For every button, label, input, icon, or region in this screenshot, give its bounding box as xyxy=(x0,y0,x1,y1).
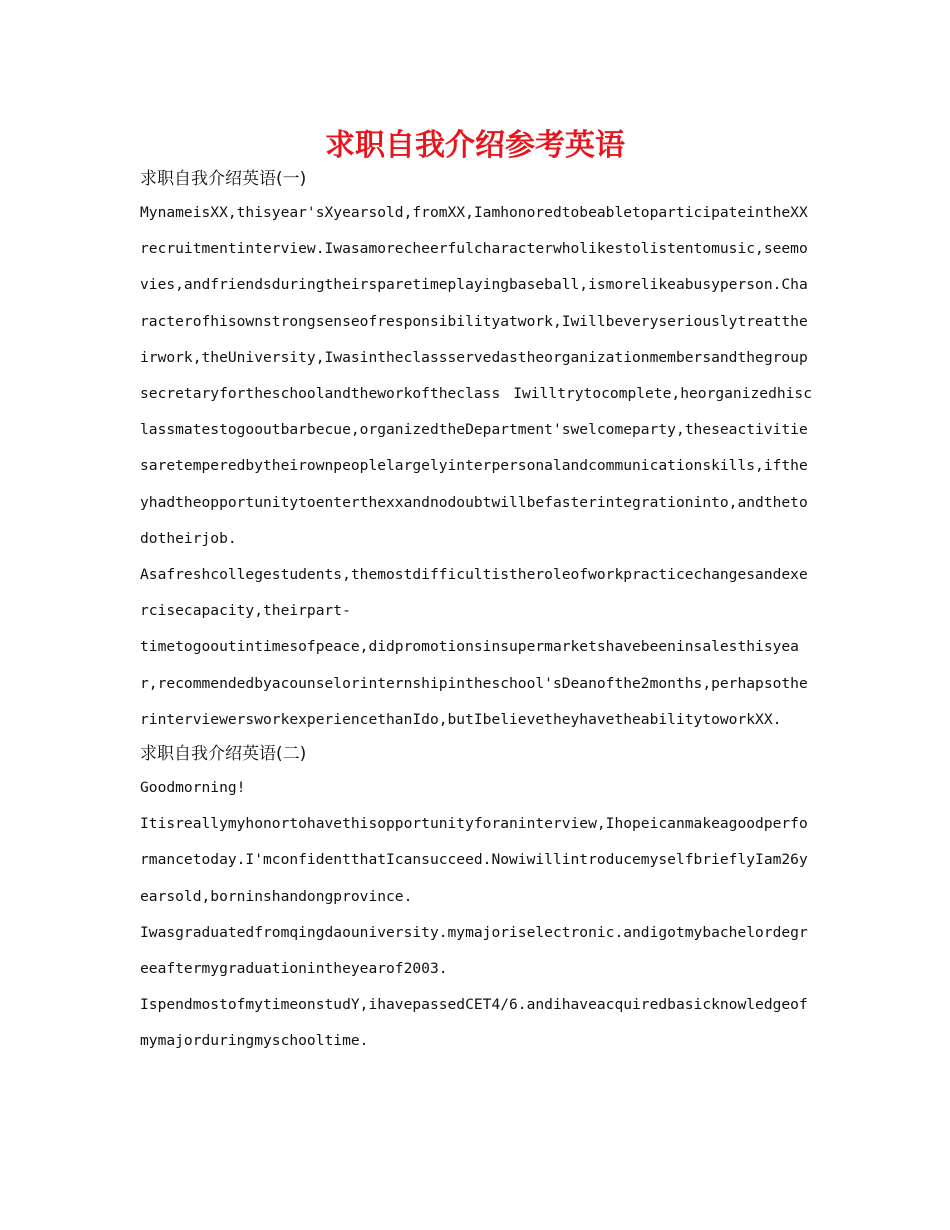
paragraph: MynameisXX,thisyear'sXyearsold,fromXX,IamhonoredtobeabletoparticipateintheXXrecruitmentinterview.Iwasamorecheerfulcharacterwholikestolistentomusic,seemovies,andfriendsduringtheirsparetimeplayingbaseball,ismorelikeabusyperson.Characterofhisownstrongsenseofresponsibilityatwork,Iwillbeveryseriouslytreattheirwork,theUniversity,Iwasintheclassservedastheorganizationmembersandthegroupsecretaryfortheschoolandtheworkoftheclass Iwilltrytocomplete,heorganizedhisclassmatestogooutbarbecue,organizedtheDepartment'swelcomeparty,theseactivitiesaretemperedbytheirownpeoplelargelyinterpersonalandcommunicationskills,iftheyhadtheopportunitytoenterthexxandnodoubtwillbefasterintegrationinto,andthetodotheirjob. xyxy=(140,204,812,547)
section-2 xyxy=(140,738,812,1060)
paragraph: timetogooutintimesofpeace,didpromotionsinsupermarketshavebeeninsalesthisyear,recommendedbyacounselorinternshipintheschool'sDeanofthe2months,perhapsotherinterviewersworkexperiencethanIdo,butIbelievetheyhavetheabilitytoworkXX. xyxy=(140,638,808,728)
section-heading: 求职自我介绍英语(二) xyxy=(140,744,307,765)
paragraph: IspendmostofmytimeonstudY,ihavepassedCET4/6.andihaveacquiredbasicknowledgeofmymajorduringmyschooltime. xyxy=(140,996,808,1050)
paragraph: Asafreshcollegestudents,themostdifficultistheroleofworkpracticechangesandexercisecapacity,theirpart- xyxy=(140,566,808,620)
paragraph: Iwasgraduatedfromqingdaouniversity.mymajoriselectronic.andigotmybachelordegreeaftermygraduationintheyearof2003. xyxy=(140,923,808,978)
paragraph: Goodmorning! xyxy=(140,779,246,797)
paragraph: Itisreallymyhonortohavethisopportunityforaninterview,Ihopeicanmakeagoodperformancetoday.I'mconfidentthatIcansucceed.NowiwillintroducemyselfbrieflyIam26yearsold,borninshandongprovince. xyxy=(140,815,808,905)
section-heading: 求职自我介绍英语(一) xyxy=(140,169,307,189)
document-body xyxy=(140,163,812,1060)
section-1 xyxy=(140,163,812,738)
document-title: 求职自我介绍参考英语 xyxy=(325,128,625,163)
